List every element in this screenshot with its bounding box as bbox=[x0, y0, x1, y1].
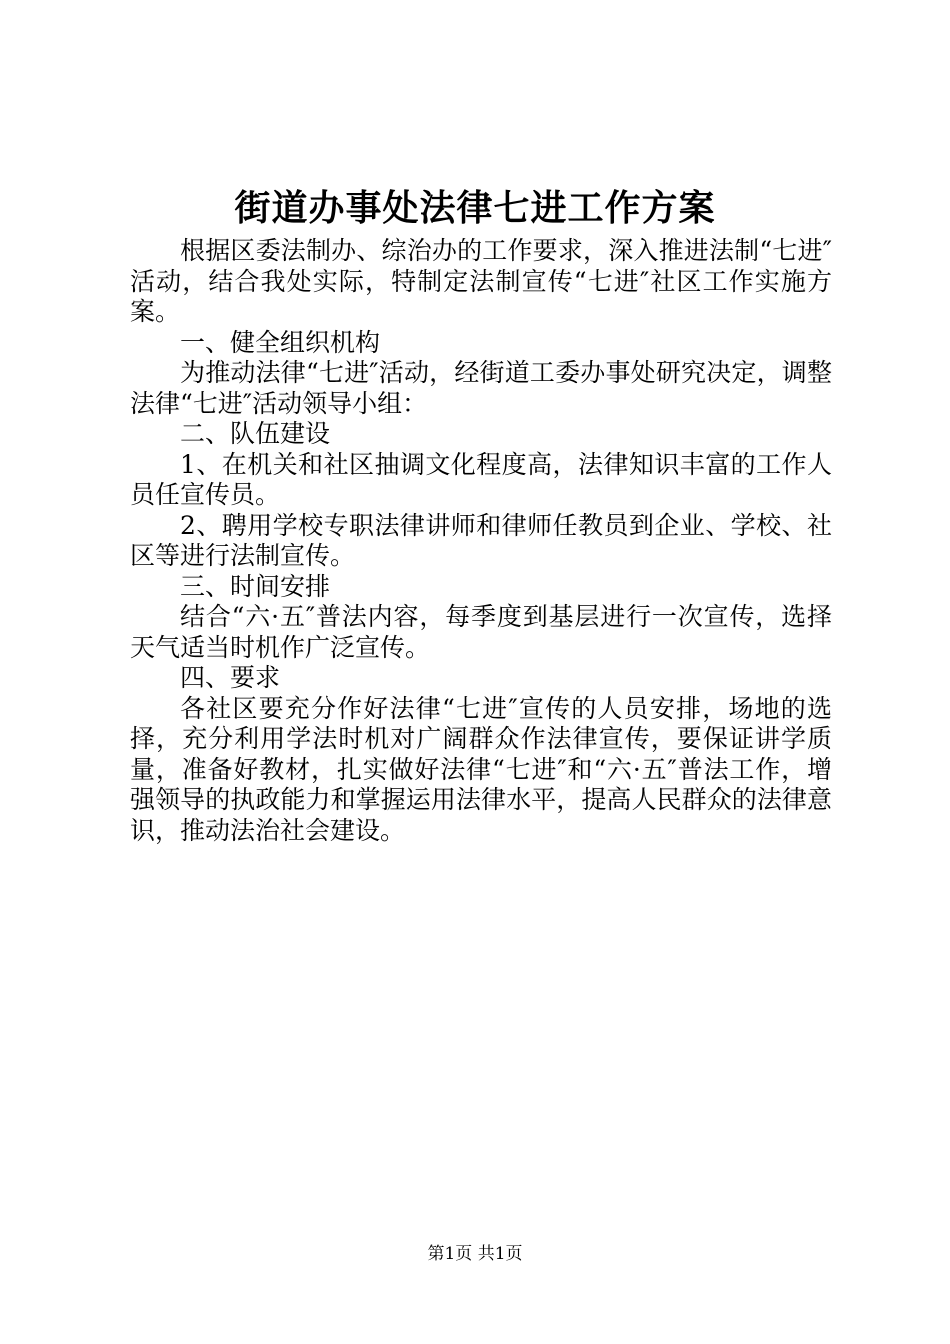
paragraph-team-item-2: 2、聘用学校专职法律讲师和律师任教员到企业、学校、社区等进行法制宣传。 bbox=[130, 510, 832, 570]
section-heading-schedule: 三、时间安排 bbox=[180, 571, 331, 601]
paragraph-team-item-1: 1、在机关和社区抽调文化程度高，法律知识丰富的工作人员任宣传员。 bbox=[130, 449, 832, 509]
paragraph-intro: 根据区委法制办、综治办的工作要求，深入推进法制“七进″活动，结合我处实际，特制定法制宣传“七进″社区工作实施方案。 bbox=[130, 236, 832, 326]
paragraph-organization: 为推动法律“七进″活动，经街道工委办事处研究决定，调整法律“七进″活动领导小组： bbox=[130, 358, 832, 418]
document-body bbox=[130, 236, 832, 846]
paragraph-requirements: 各社区要充分作好法律“七进″宣传的人员安排，场地的选择，充分利用学法时机对广阔群众作法律宣传，要保证讲学质量，准备好教材，扎实做好法律“七进″和“六·五″普法工作，增强领导的执政能力和掌握运用法律水平，提高人民群众的法律意识，推动法治社会建设。 bbox=[130, 693, 832, 845]
section-heading-requirements: 四、要求 bbox=[180, 663, 281, 692]
page-footer: 第1页 共1页 bbox=[427, 1244, 523, 1264]
section-heading-organization: 一、健全组织机构 bbox=[180, 327, 381, 357]
section-heading-team: 二、队伍建设 bbox=[180, 419, 331, 448]
paragraph-schedule: 结合“六·五″普法内容，每季度到基层进行一次宣传，选择天气适当时机作广泛宣传。 bbox=[130, 602, 832, 662]
document-title: 街道办事处法律七进工作方案 bbox=[234, 187, 716, 229]
